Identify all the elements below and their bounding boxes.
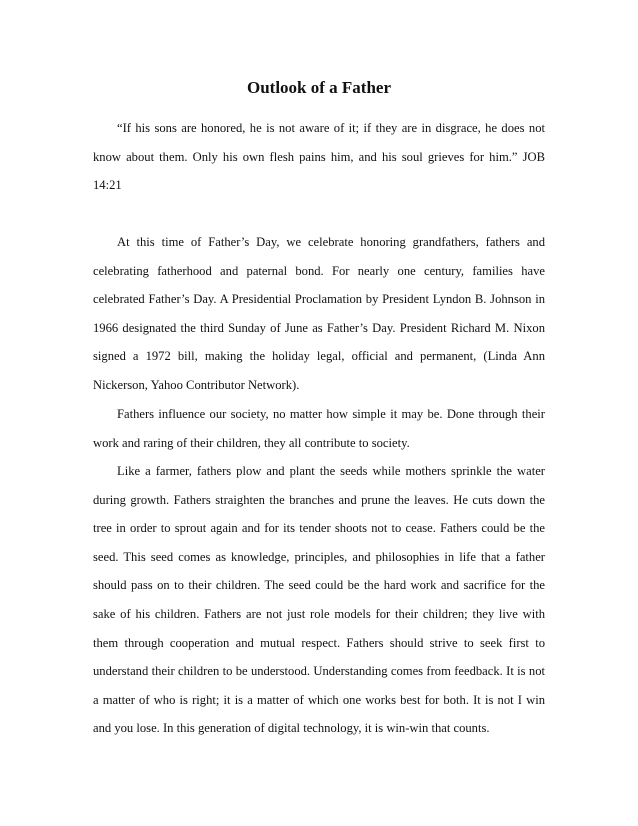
paragraph-fathers-influence: Fathers influence our society, no matter how simple it may be. Done through their work and raring of their children, they all contribute to society.: [93, 407, 545, 450]
document-title: Outlook of a Father: [246, 78, 392, 97]
paragraph-fathers-day-history: At this time of Father’s Day, we celebrate honoring grandfathers, fathers and celebrating fatherhood and paternal bond. For nearly one century, families have celebrated Father’s Day. A Presidential Proclamation by President Lyndon B. Johnson in 1966 designated the third Sunday of June as Father’s Day. President Richard M. Nixon signed a 1972 bill, making the holiday legal, official and permanent, (Linda Ann Nickerson, Yahoo Contributor Network).: [93, 235, 545, 392]
paragraph-epigraph: “If his sons are honored, he is not aware of it; if they are in disgrace, he does not know about them. Only his own flesh pains him, and his soul grieves for him.” JOB 14:21: [93, 121, 545, 193]
paragraph-farmer-analogy: Like a farmer, fathers plow and plant the seeds while mothers sprinkle the water during growth. Fathers straighten the branches and prune the leaves. He cuts down the tree in order to sprout again and for its tender shoots not to cease. Fathers could be the seed. This seed comes as knowledge, principles, and philosophies in life that a father should pass on to their children. The seed could be the hard work and sacrifice for the sake of his children. Fathers are not just role models for their children; they live with them through cooperation and mutual respect. Fathers should strive to seek first to understand their children to be understood. Understanding comes from feedback. It is not a matter of who is right; it is a matter of which one works best for both. It is not I win and you lose. In this generation of digital technology, it is win-win that counts.: [93, 464, 545, 736]
